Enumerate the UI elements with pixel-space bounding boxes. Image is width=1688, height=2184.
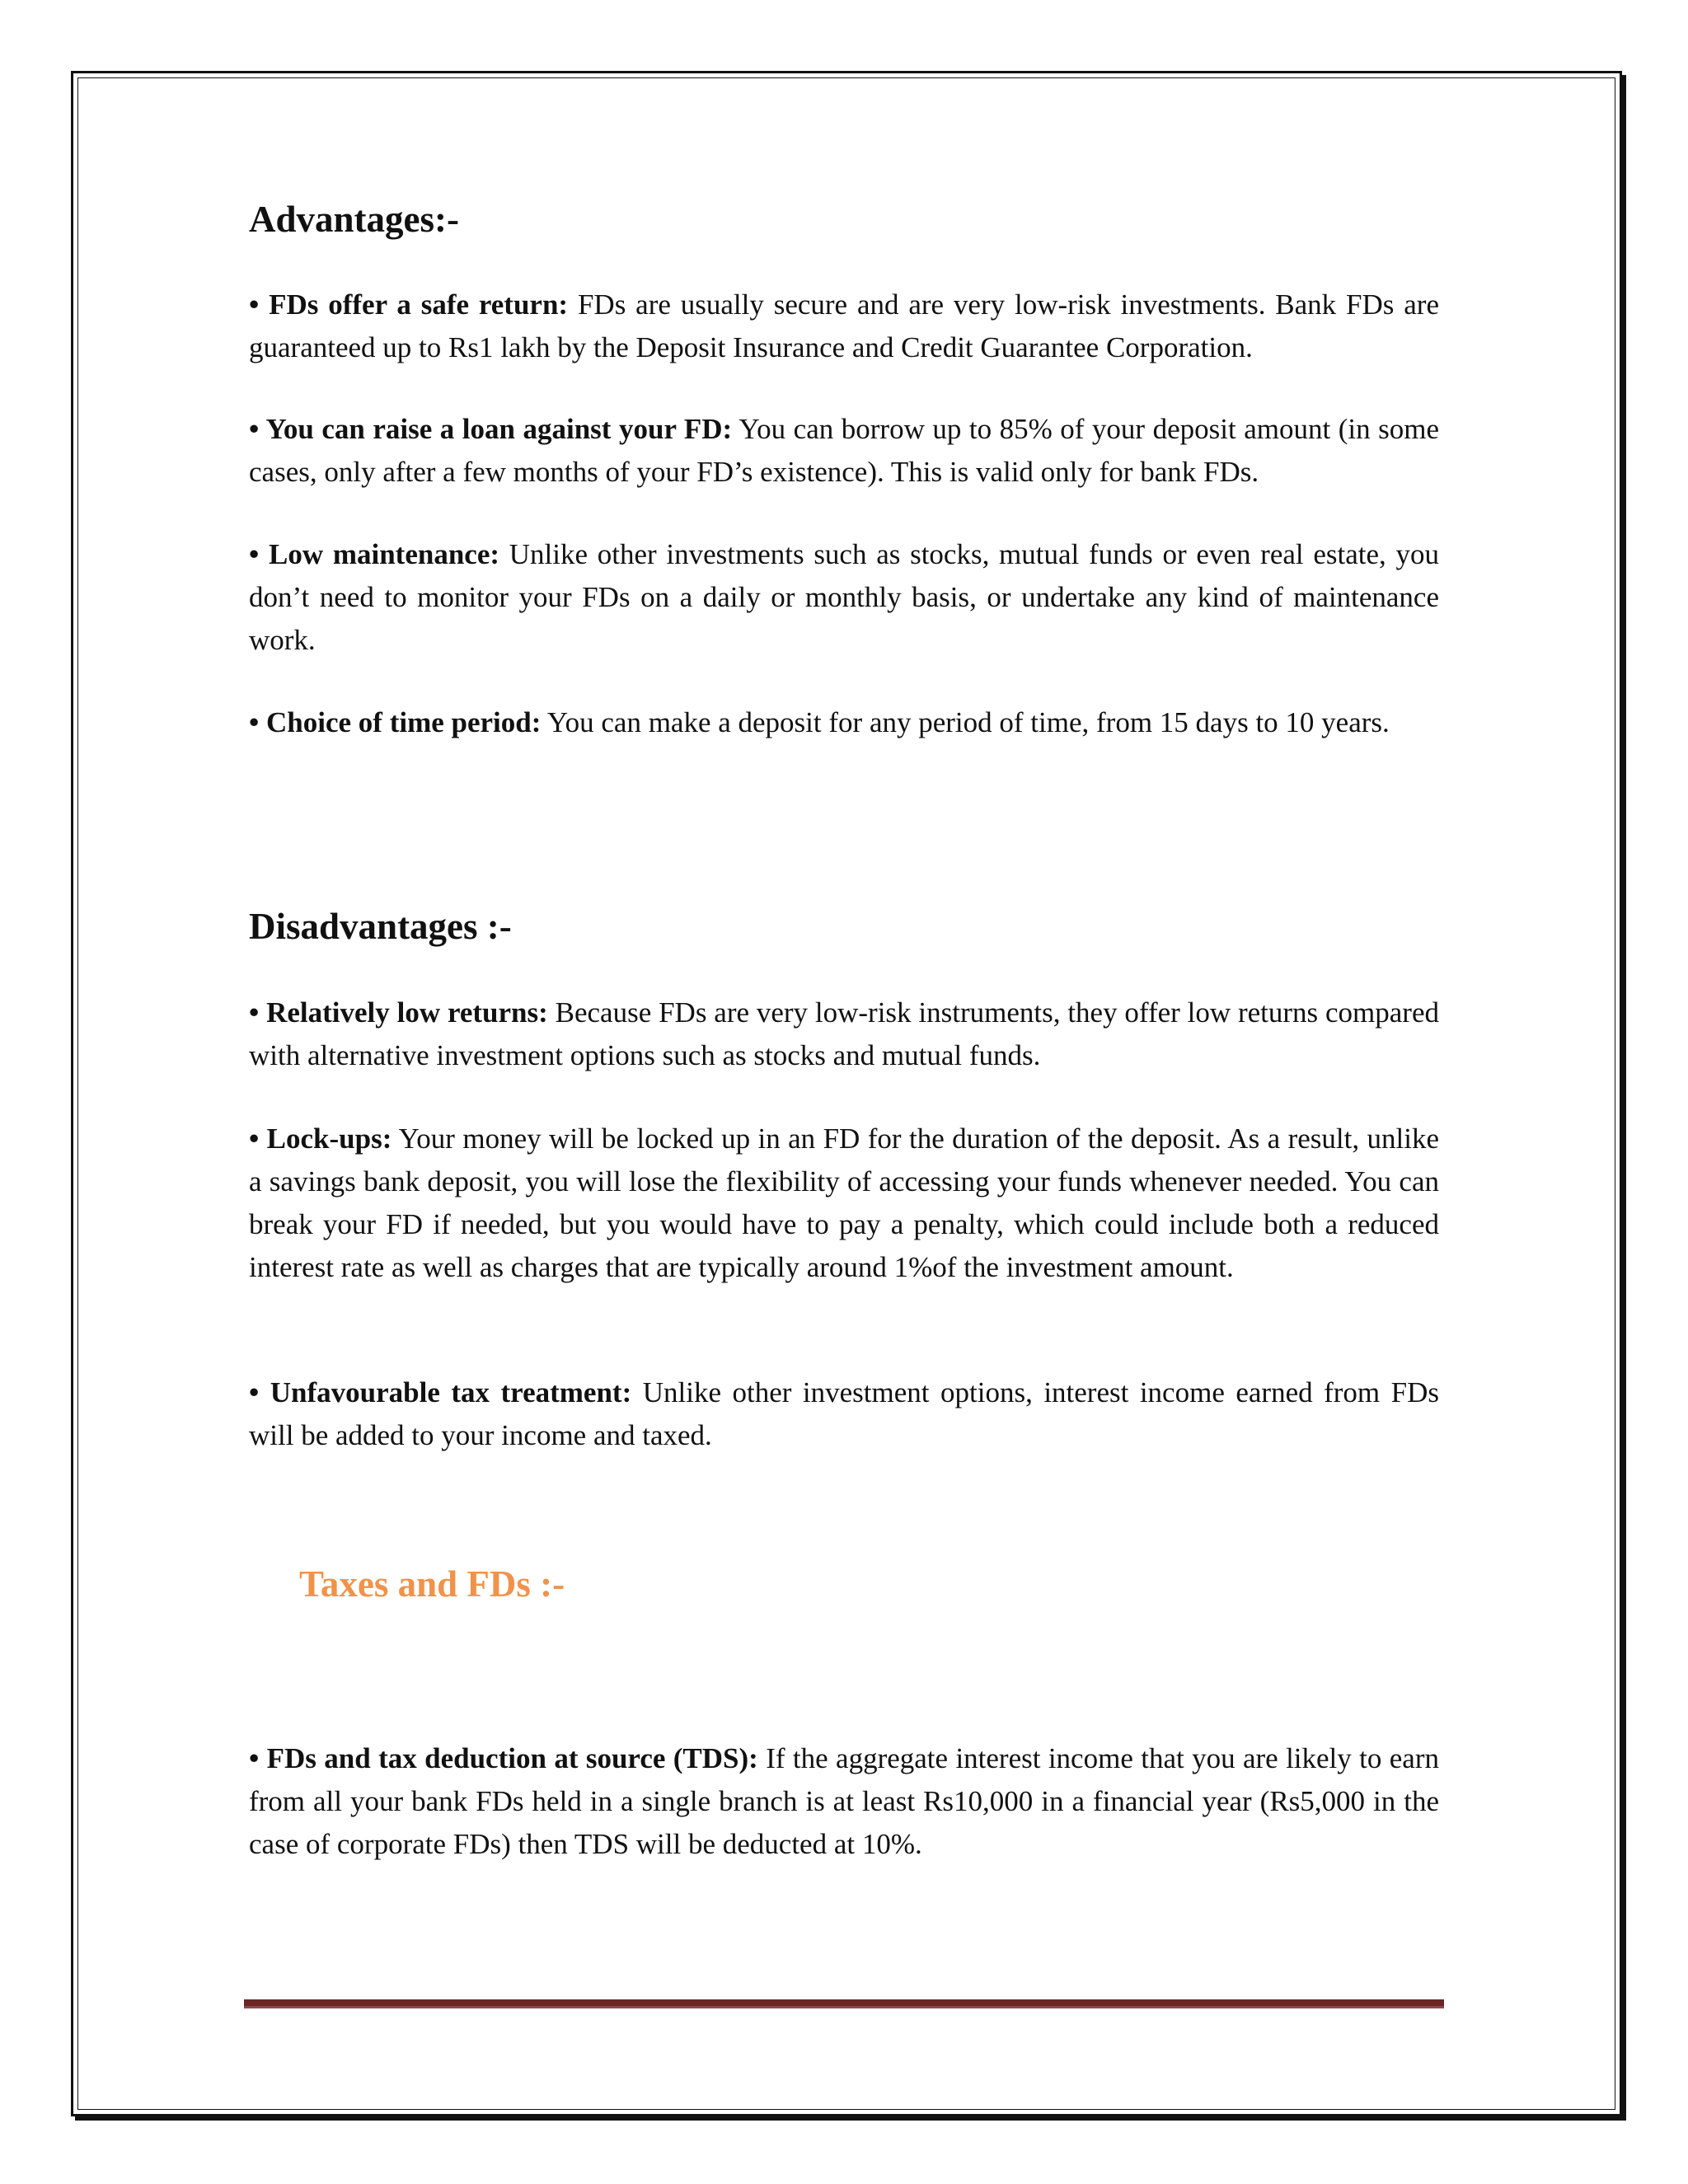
advantage-text: FDs are usually secure and are very low-risk investments. Bank FDs are guaranteed up to Rs1 lakh by the Deposit Insurance and Credit Guarantee Corporation. <box>249 288 1439 363</box>
footer-rule <box>244 1999 1444 2008</box>
advantage-text: You can borrow up to 85% of your deposit amount (in some cases, only after a few months of your FD’s existence). This is valid only for bank FDs. <box>249 413 1439 488</box>
disadvantage-term: • Relatively low returns: <box>249 996 548 1029</box>
advantage-item-safe-return <box>249 284 1439 369</box>
disadvantages-heading: Disadvantages :- <box>249 906 512 947</box>
advantage-term: • FDs offer a safe return: <box>249 288 569 321</box>
advantage-text: You can make a deposit for any period of time, from 15 days to 10 years. <box>541 706 1390 738</box>
disadvantage-term: • Lock-ups: <box>249 1122 392 1155</box>
advantage-item-loan <box>249 408 1439 494</box>
tax-text: If the aggregate interest income that you are likely to earn from all your bank FDs held in a single branch is at least Rs10,000 in a financial year (Rs5,000 in the case of corporate FDs) then TDS will be deducted at 10%. <box>249 1742 1439 1860</box>
advantage-text: Unlike other investments such as stocks, mutual funds or even real estate, you don’t need to monitor your FDs on a daily or monthly basis, or undertake any kind of maintenance work. <box>249 538 1439 656</box>
advantage-item-low-maintenance <box>249 533 1439 662</box>
advantage-item-time-period <box>249 701 1439 744</box>
disadvantage-term: • Unfavourable tax treatment: <box>249 1376 632 1408</box>
disadvantage-text: Your money will be locked up in an FD for the duration of the deposit. As a result, unlike a savings bank deposit, you will lose the flexibility of accessing your funds whenever needed. You can break your FD if needed, but you would have to pay a penalty, which could include both a reduced interest rate as well as charges that are typically around 1%of the investment amount. <box>249 1122 1439 1283</box>
disadvantage-item-tax-treatment <box>249 1371 1439 1457</box>
disadvantage-item-lock-ups <box>249 1118 1439 1289</box>
advantages-heading: Advantages:- <box>249 199 459 240</box>
advantage-term: • Low maintenance: <box>249 538 500 570</box>
advantage-term: • Choice of time period: <box>249 706 542 738</box>
disadvantage-text: Unlike other investment options, interest income earned from FDs will be added to your income and taxed. <box>249 1376 1439 1451</box>
taxes-heading: Taxes and FDs :- <box>299 1563 565 1605</box>
disadvantage-item-low-returns <box>249 991 1439 1077</box>
disadvantage-text: Because FDs are very low-risk instruments, they offer low returns compared with alternative investment options such as stocks and mutual funds. <box>249 996 1439 1071</box>
tax-item-tds <box>249 1737 1439 1866</box>
tax-term: • FDs and tax deduction at source (TDS): <box>249 1742 758 1774</box>
advantage-term: • You can raise a loan against your FD: <box>249 413 733 445</box>
